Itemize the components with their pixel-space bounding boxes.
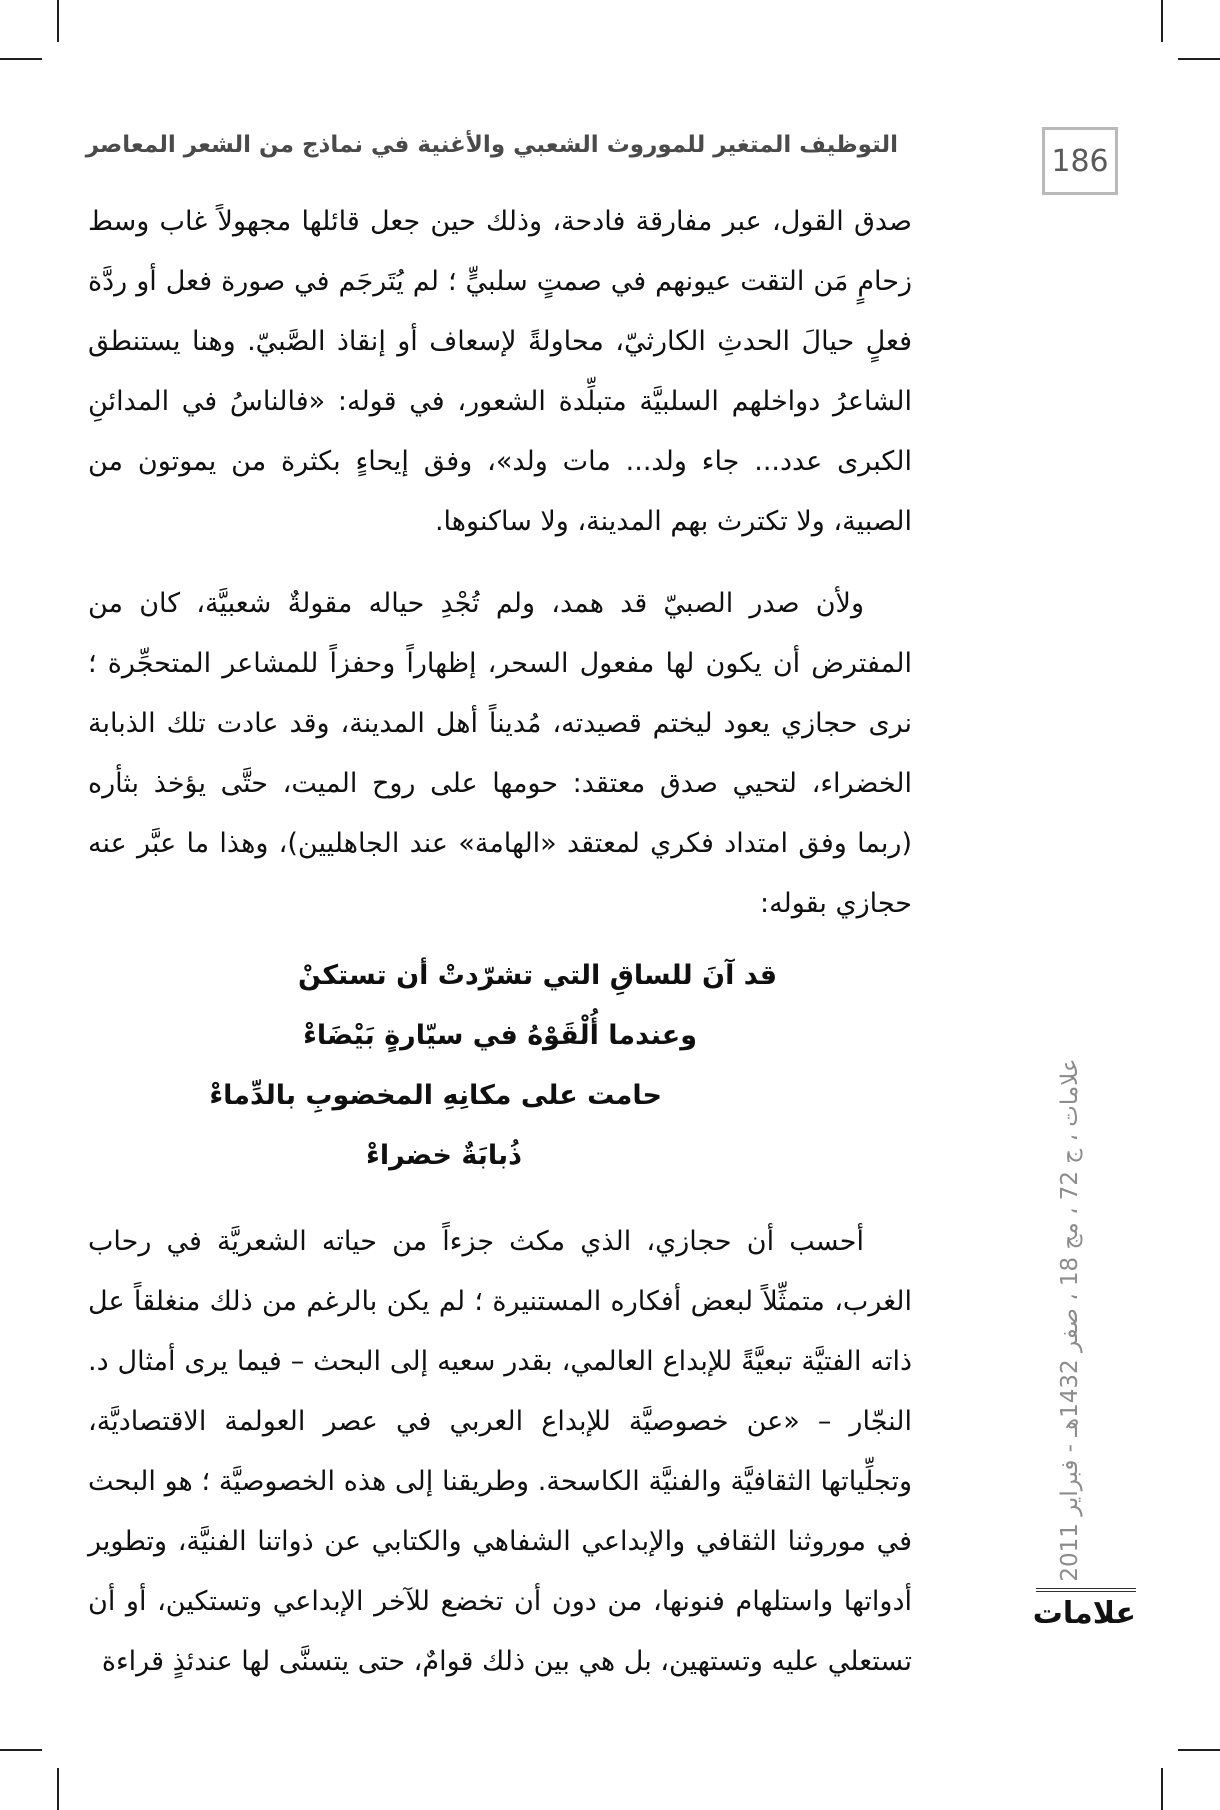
poem-verse-4: ذُبابَةٌ خضراءْ [366,1140,522,1171]
crop-mark-bottom-left-horizontal [0,1749,42,1751]
poem-verse-2: وعندما أُلْقَوْهُ في سيّارةٍ بَيْضَاءْ [303,1020,697,1051]
page-number: 186 [1051,143,1109,179]
paragraph-1: صدق القول، عبر مفارقة فادحة، وذلك حين جعل قائلها مجهولاً غاب وسط زحامٍ مَن التقت عيونهم في صمتٍ سلبيٍّ ؛ لم يُتَرجَم في صورة فعل أو ردَّة فعلٍ حيالَ الحدثِ الكارثيّ، محاولةً لإسعاف أو إنقاذ الصَّبيّ. وهنا يستنطق الشاعرُ دواخلهم السلبيَّة متبلِّدة الشعور، في قوله: «فالناسُ في المدائنِ الكبرى عدد... جاء ولد... مات ولد»، وفق إيحاءٍ بكثرة من يموتون من الصبية، ولا تكترث بهم المدينة، ولا ساكنوها. [88,206,912,537]
crop-mark-bottom-right-vertical [1161,1768,1163,1810]
crop-mark-top-right-horizontal [1178,58,1220,60]
crop-mark-top-right-vertical [1161,0,1163,42]
page-number-box [1042,127,1118,195]
crop-mark-bottom-left-vertical [57,1768,59,1810]
poem-verse-3: حامت على مكانِهِ المخضوبِ بالدِّماءْ [209,1080,662,1111]
paragraph-3: أحسب أن حجازي، الذي مكث جزءاً من حياته الشعريَّة في رحاب الغرب، متمثِّلاً لبعض أفكاره المستنيرة ؛ لم يكن بالرغم من ذلك منغلقاً عل ذاته الفتيَّة تبعيَّةً للإبداع العالمي، بقدر سعيه إلى البحث – فيما يرى أمثال د. النجّار – «عن خصوصيَّة للإبداع العربي في عصر العولمة الاقتصاديَّة، وتجلِّياتها الثقافيَّة والفنيَّة الكاسحة. وطريقنا إلى هذه الخصوصيَّة ؛ هو البحث في موروثنا الثقافي والإبداعي الشفاهي والكتابي عن ذواتنا الفنيَّة، وتطوير أدواتها واستلهام فنونها، من دون أن تخضع للآخر الإبداعي وتستكين، أو أن تستعلي عليه وتستهين، بل هي بين ذلك قوامٌ، حتى يتسنَّى لها عندئذٍ قراءة [88,1226,912,1677]
crop-mark-top-left-horizontal [0,58,42,60]
body-text-column [88,192,912,1692]
running-head-title: التوظيف المتغير للموروث الشعبي والأغنية في نماذج من الشعر المعاصر [85,132,898,158]
journal-spine-info: علامات ، ج 72 ، مج 18 ، صفر 1432هـ - فبراير 2011 [1057,1058,1083,1582]
poem-verse-1: قد آنَ للساقِ التي تشرّدتْ أن تستكنْ [298,960,777,991]
crop-mark-top-left-vertical [57,0,59,42]
poem-quote [88,946,912,1186]
paragraph-2: ولأن صدر الصبيّ قد همد، ولم تُجْدِ حياله مقولةٌ شعبيَّة، كان من المفترض أن يكون لها مفعول السحر، إظهاراً وحفزاً للمشاعر المتحجِّرة ؛ نرى حجازي يعود ليختم قصيدته، مُديناً أهل المدينة، وقد عادت تلك الذبابة الخضراء، لتحيي صدق معتقد: حومها على روح الميت، حتَّى يؤخذ بثأره (ربما وفق امتداد فكري لمعتقد «الهامة» عند الجاهليين)، وهذا ما عبَّر عنه حجازي بقوله: [88,588,912,919]
crop-mark-bottom-right-horizontal [1178,1749,1220,1751]
journal-logo: علامات [1036,1588,1136,1631]
